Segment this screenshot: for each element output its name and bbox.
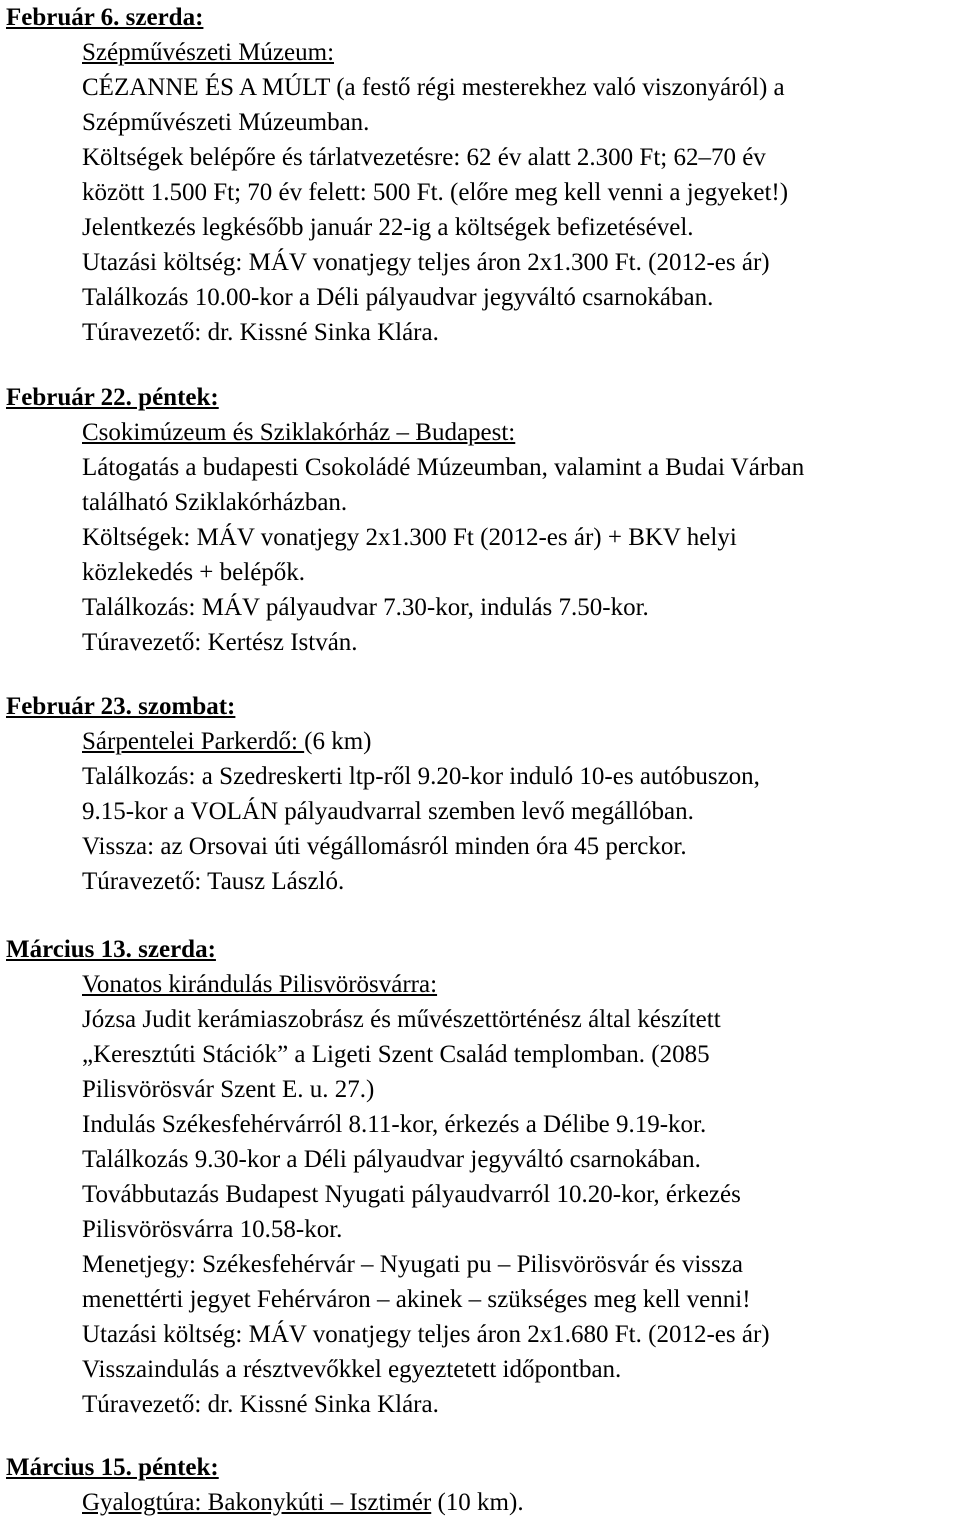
event-line: Továbbutazás Budapest Nyugati pályaudvarról 10.20-kor, érkezés	[82, 1181, 741, 1208]
event-section	[0, 932, 960, 1422]
event-line: menettérti jegyet Fehérváron – akinek – szükséges meg kell venni!	[82, 1286, 751, 1313]
event-line: között 1.500 Ft; 70 év felett: 500 Ft. (előre meg kell venni a jegyeket!)	[82, 179, 789, 206]
event-line: Indulás Székesfehérvárról 8.11-kor, érkezés a Délibe 9.19-kor.	[82, 1111, 707, 1138]
event-line: Találkozás 9.30-kor a Déli pályaudvar jegyváltó csarnokában.	[82, 1146, 701, 1173]
event-date-heading: Február 6. szerda:	[6, 4, 204, 31]
event-line: Utazási költség: MÁV vonatjegy teljes áron 2x1.680 Ft. (2012-es ár)	[82, 1321, 770, 1348]
event-content	[82, 35, 960, 350]
event-line: található Sziklakórházban.	[82, 489, 348, 516]
event-line: Túravezető: Tausz László.	[82, 868, 345, 895]
event-line: Találkozás 10.00-kor a Déli pályaudvar jegyváltó csarnokában.	[82, 284, 714, 311]
event-line: Találkozás: MÁV pályaudvar 7.30-kor, indulás 7.50-kor.	[82, 594, 649, 621]
event-line: Költségek belépőre és tárlatvezetésre: 62 év alatt 2.300 Ft; 62–70 év	[82, 144, 766, 171]
event-date-heading: Március 13. szerda:	[6, 936, 216, 963]
event-line: Utazási költség: MÁV vonatjegy teljes áron 2x1.300 Ft. (2012-es ár)	[82, 249, 770, 276]
event-content	[82, 415, 960, 660]
event-line: Pilisvörösvár Szent E. u. 27.)	[82, 1076, 375, 1103]
event-title: Csokimúzeum és Sziklakórház – Budapest:	[82, 419, 516, 446]
event-line: Szépművészeti Múzeumban.	[82, 109, 370, 136]
event-line: Túravezető: Kertész István.	[82, 629, 358, 656]
event-title: Szépművészeti Múzeum:	[82, 39, 335, 66]
event-title: Gyalogtúra: Bakonykúti – Isztimér	[82, 1489, 432, 1516]
event-line: Találkozás: a Szedreskerti ltp-ről 9.20-kor induló 10-es autóbuszon,	[82, 763, 760, 790]
event-line: közlekedés + belépők.	[82, 559, 306, 586]
event-line: Jelentkezés legkésőbb január 22-ig a költségek befizetésével.	[82, 214, 694, 241]
event-line: Vissza: az Orsovai úti végállomásról minden óra 45 perckor.	[82, 833, 687, 860]
event-date-heading: Március 15. péntek:	[6, 1454, 219, 1481]
event-line: Józsa Judit kerámiaszobrász és művészettörténész által készített	[82, 1006, 721, 1033]
event-title-line	[82, 724, 960, 759]
event-line: Visszaindulás a résztvevőkkel egyeztetett időpontban.	[82, 1356, 622, 1383]
event-distance: (6 km)	[304, 728, 372, 755]
event-content	[82, 967, 960, 1422]
event-line: Látogatás a budapesti Csokoládé Múzeumban, valamint a Budai Várban	[82, 454, 805, 481]
event-title: Sárpentelei Parkerdő:	[82, 728, 305, 755]
event-distance: (10 km).	[431, 1489, 524, 1516]
event-line: Túravezető: dr. Kissné Sinka Klára.	[82, 1391, 439, 1418]
event-title: Vonatos kirándulás Pilisvörösvárra:	[82, 971, 438, 998]
event-line: „Keresztúti Stációk” a Ligeti Szent Család templomban. (2085	[82, 1041, 710, 1068]
event-line: Túravezető: dr. Kissné Sinka Klára.	[82, 319, 439, 346]
event-section	[0, 380, 960, 660]
event-title-line	[82, 1485, 960, 1520]
event-line: CÉZANNE ÉS A MÚLT (a festő régi mesterekhez való viszonyáról) a	[82, 74, 785, 101]
event-date-heading: Február 23. szombat:	[6, 693, 236, 720]
event-date-heading: Február 22. péntek:	[6, 384, 219, 411]
event-line: Költségek: MÁV vonatjegy 2x1.300 Ft (2012-es ár) + BKV helyi	[82, 524, 737, 551]
event-section	[0, 0, 960, 350]
event-line: 9.15-kor a VOLÁN pályaudvarral szemben levő megállóban.	[82, 798, 694, 825]
event-content	[82, 1485, 960, 1520]
event-section	[0, 1450, 960, 1520]
event-line: Menetjegy: Székesfehérvár – Nyugati pu – Pilisvörösvár és vissza	[82, 1251, 743, 1278]
event-line: Pilisvörösvárra 10.58-kor.	[82, 1216, 343, 1243]
event-section	[0, 689, 960, 899]
event-content	[82, 724, 960, 899]
